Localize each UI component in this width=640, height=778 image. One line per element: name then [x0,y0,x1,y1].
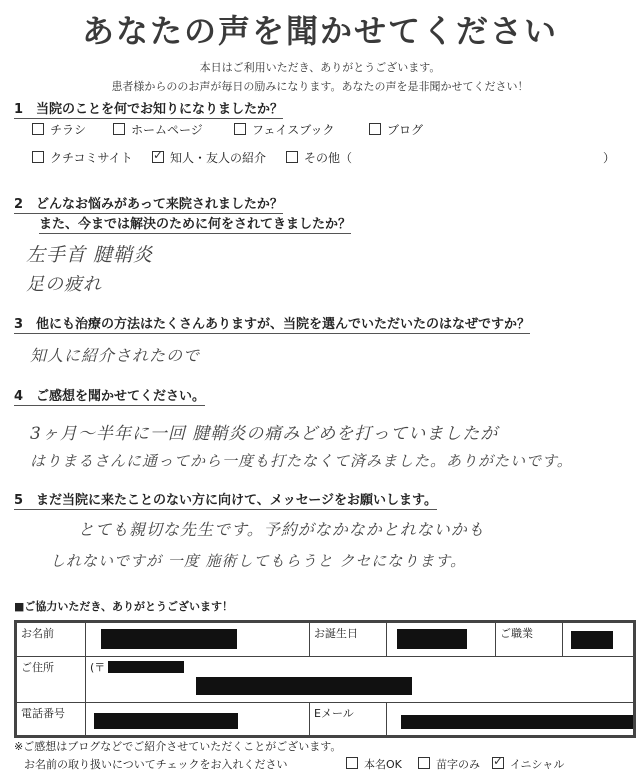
job-label: ご職業 [496,623,563,657]
q1-option-other[interactable]: その他（ [286,149,352,166]
email-field[interactable] [387,703,634,736]
phone-field[interactable] [86,703,310,736]
q1-option-review-site[interactable]: クチコミサイト [32,149,133,166]
q1-option-blog[interactable]: ブログ [369,121,423,138]
q3-heading: 3 他にも治療の方法はたくさんありますが、当院を選んでいただいたのはなぜですか？ [14,313,530,334]
q4-answer-line-1: 3ヶ月～半年に一回 腱鞘炎の痛みどめを打っていましたが [30,424,499,444]
q1-heading: 1 当院のことを何でお知りになりましたか？ [14,98,283,119]
checkbox-initials[interactable] [492,757,504,769]
birthday-label: お誕生日 [310,623,387,657]
name-handling-prompt: お名前の取り扱いについてチェックをお入れください [24,758,288,771]
page-title: あなたの声を聞かせてください [81,12,558,50]
checkbox-other[interactable] [286,151,298,163]
checkbox-referral[interactable] [152,151,164,163]
address-label: ご住所 [17,657,86,703]
checkbox-surname-only[interactable] [418,757,430,769]
intro-line-2: 患者様からののお声が毎日の励みになります。あなたの声を是非聞かせてください！ [111,80,529,93]
intro-line-1: 本日はご利用いただき、ありがとうございます。 [199,61,441,74]
q1-option-flyer[interactable]: チラシ [32,121,86,138]
postal-redaction [108,661,184,673]
q5-answer-line-2: しれないですが 一度 施術してもらうと クセになります。 [50,552,467,570]
checkbox-facebook[interactable] [234,123,246,135]
q1-option-homepage[interactable]: ホームページ [113,121,203,138]
blog-note: ※ご感想はブログなどでご紹介させていただくことがございます。 [14,740,342,753]
q2-heading-2: また、今までは解決のために何をされてきましたか？ [39,213,351,234]
option-real-name[interactable]: 本名OK [346,756,402,772]
q1-option-referral[interactable]: ✓ 知人・友人の紹介 [152,149,266,166]
q2-answer-line-2: 足の疲れ [26,274,102,295]
job-redaction [571,631,613,649]
postal-prefix: (〒 [90,661,106,674]
name-label: お名前 [17,623,86,657]
job-field[interactable] [563,623,634,657]
q2-heading-1: 2 どんなお悩みがあって来院されましたか？ [14,193,283,214]
address-redaction [196,677,412,695]
q1-option-facebook[interactable]: フェイスブック [234,121,334,138]
checkbox-homepage[interactable] [113,123,125,135]
address-field[interactable] [86,657,634,703]
checkbox-review-site[interactable] [32,151,44,163]
email-redaction [401,715,633,729]
q3-answer: 知人に紹介されたので [30,346,201,365]
q5-answer-line-1: とても親切な先生です。予約がなかなかとれないかも [78,520,485,539]
q4-answer-line-2: はりまるさんに通ってから一度も打たなくて済みました。ありがたいです。 [30,452,573,470]
birthday-field[interactable] [387,623,496,657]
q1-other-close: ） [603,151,616,165]
q5-heading: 5 まだ当院に来たことのない方に向けて、メッセージをお願いします。 [14,489,437,510]
option-initials[interactable]: ✓ イニシャル [492,756,564,772]
q4-heading: 4 ご感想を聞かせてください。 [14,385,205,406]
contact-form [14,620,636,738]
q2-answer-line-1: 左手首 腱鞘炎 [26,244,154,266]
phone-redaction [94,713,238,729]
thanks-note: ■ご協力いただき、ありがとうございます！ [14,600,233,613]
email-label: Eメール [310,703,387,736]
phone-label: 電話番号 [17,703,86,736]
name-field[interactable] [86,623,310,657]
checkbox-flyer[interactable] [32,123,44,135]
option-surname-only[interactable]: 苗字のみ [418,756,480,772]
name-redaction [101,629,237,649]
checkbox-real-name[interactable] [346,757,358,769]
birthday-redaction [397,629,467,649]
checkbox-blog[interactable] [369,123,381,135]
